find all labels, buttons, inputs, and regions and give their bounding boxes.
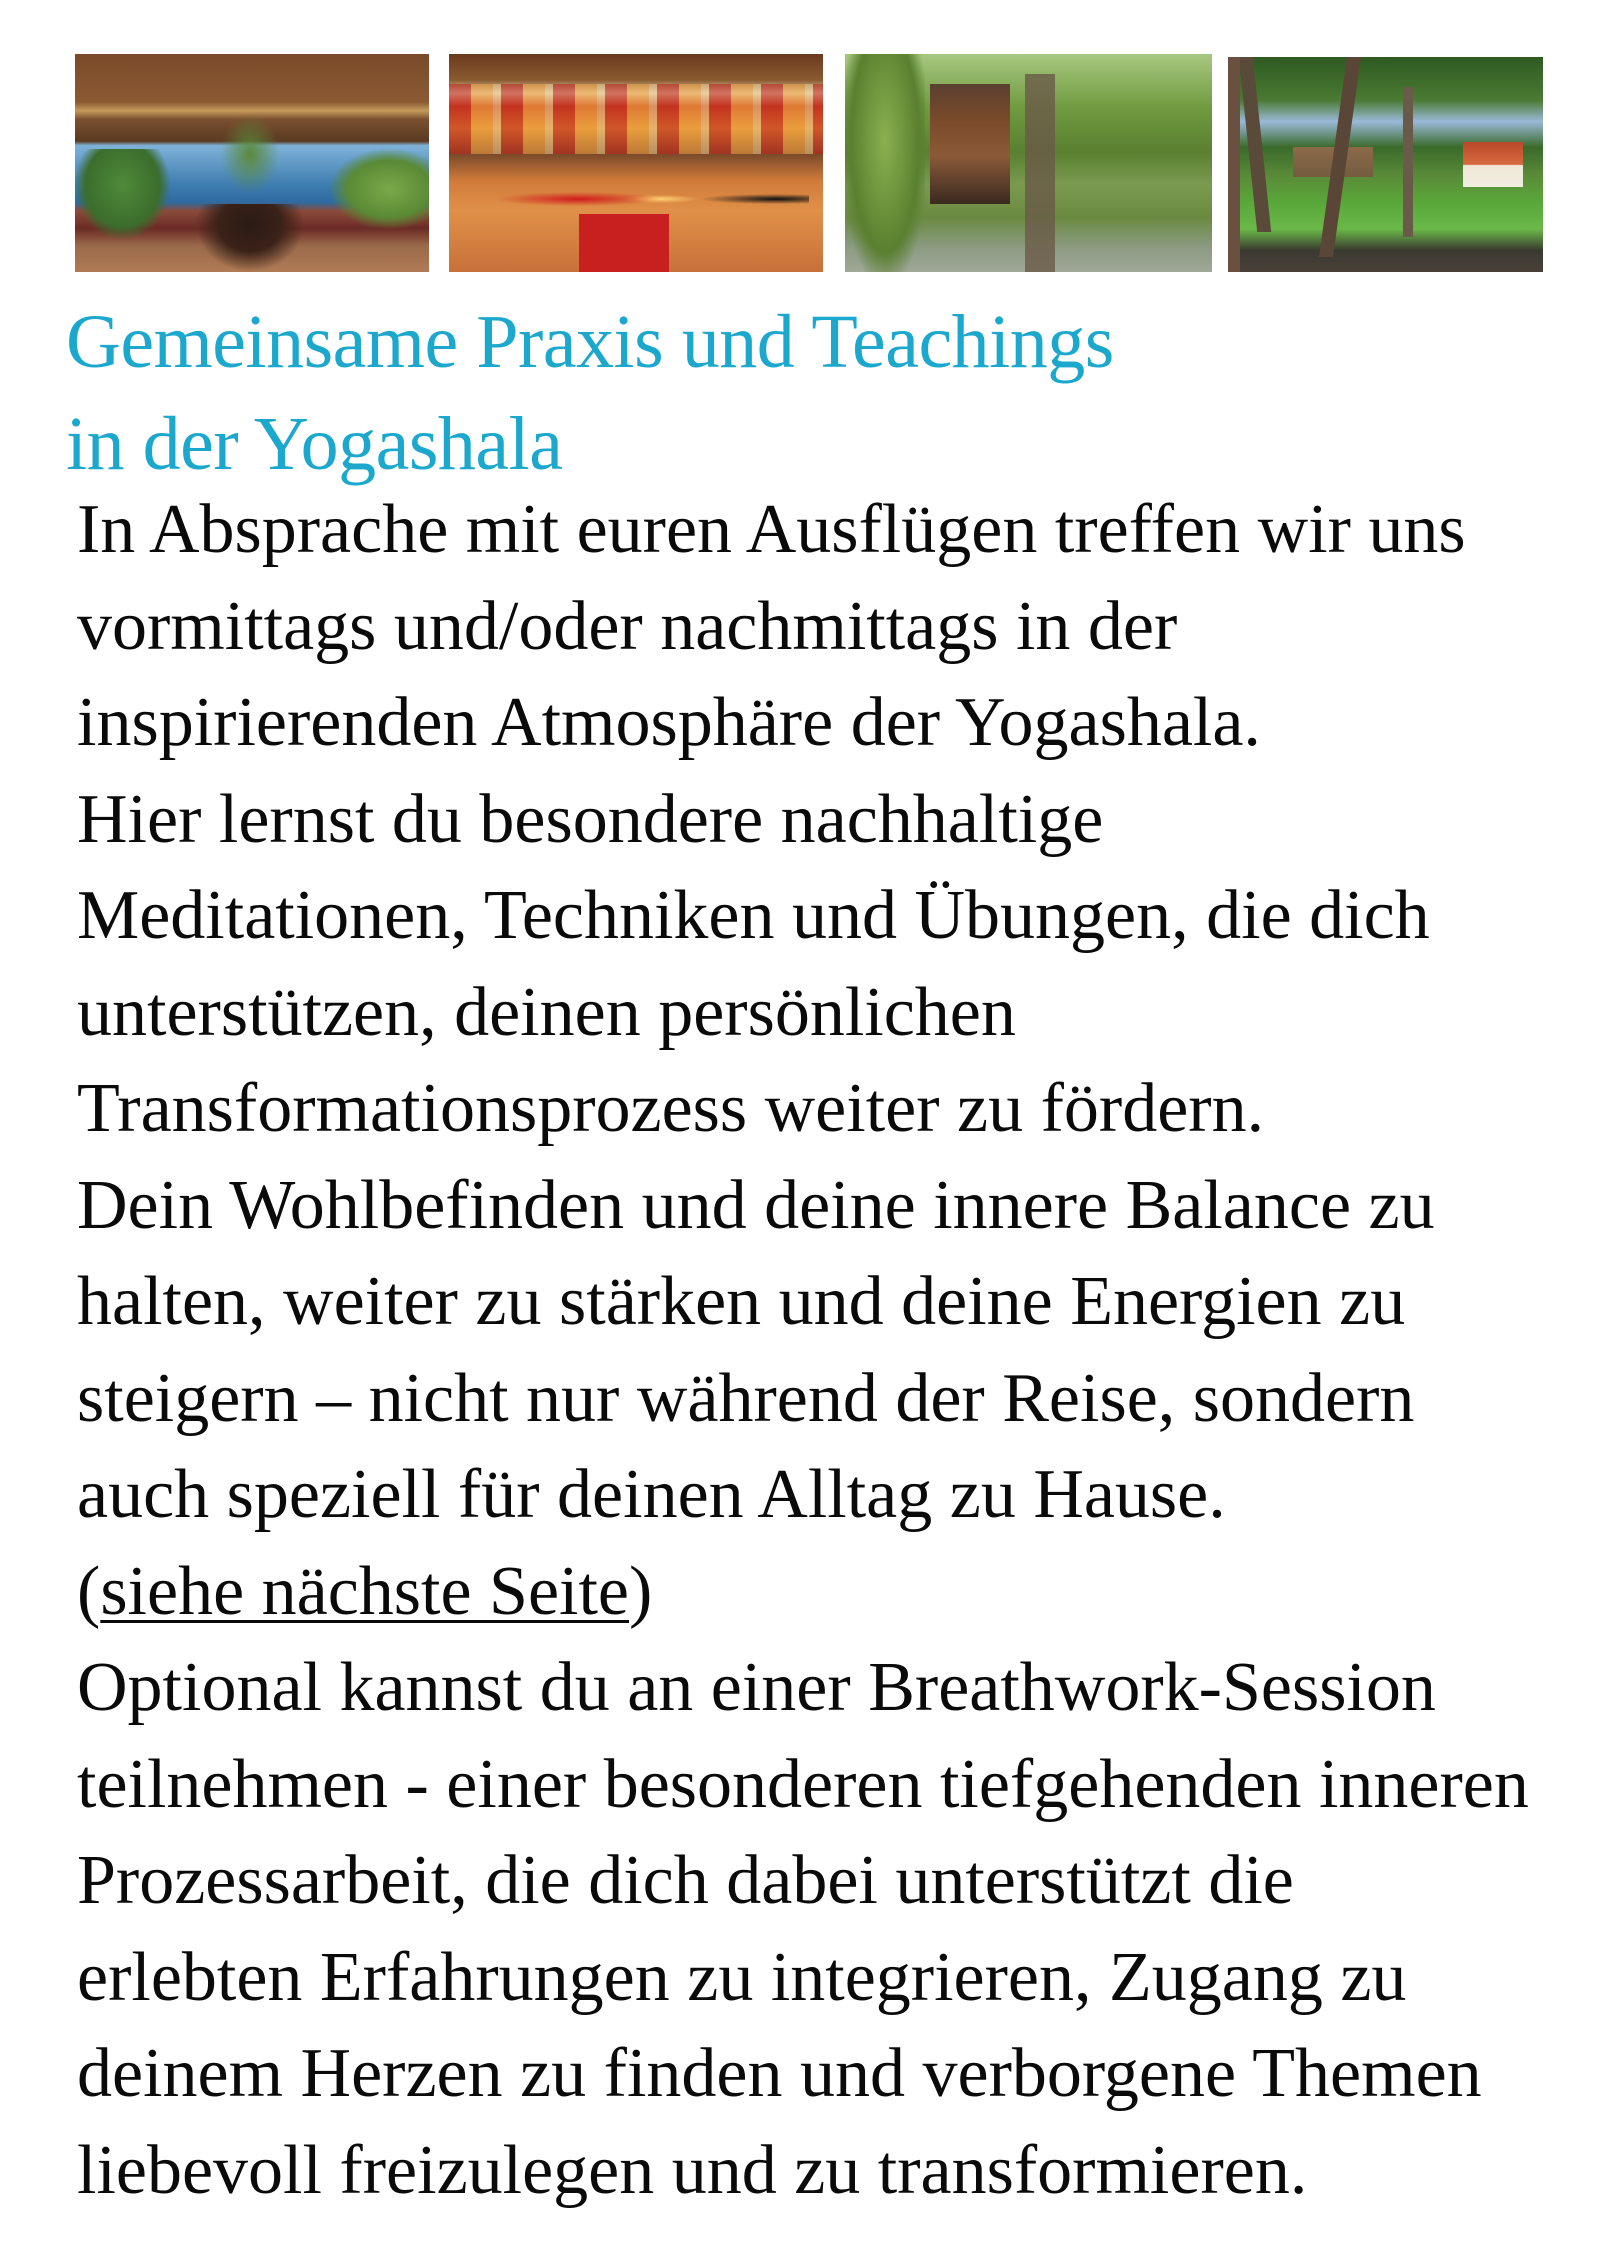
body-line: Meditationen, Techniken und Übungen, die dich: [77, 877, 1430, 954]
next-page-reference: [77, 1544, 1529, 1641]
photo-yoga-hall: [449, 54, 823, 272]
heading-line-2: in der Yogashala: [66, 402, 563, 486]
body-line: vormittags und/oder nachmittags in der: [77, 587, 1178, 665]
heading-line-1: Gemeinsame Praxis und Teachings: [66, 300, 1114, 384]
body-line: In Absprache mit euren Ausflügen treffen wir uns: [77, 491, 1466, 568]
body-line: steigern – nicht nur während der Reise, sondern: [77, 1359, 1415, 1437]
body-line: auch speziell für deinen Alltag zu Hause.: [77, 1456, 1226, 1533]
body-line: deinem Herzen zu finden und verborgene Themen: [77, 2035, 1482, 2112]
close-paren: ): [629, 1552, 653, 1630]
body-text: [77, 482, 1529, 2219]
body-line: teilnehmen - einer besonderen tiefgehenden inneren: [77, 1745, 1529, 1823]
body-line: Transformationsprozess weiter zu fördern.: [77, 1070, 1265, 1147]
body-line: unterstützen, deinen persönlichen: [77, 973, 1016, 1051]
body-line: Prozessarbeit, die dich dabei unterstützt die: [77, 1842, 1294, 1919]
body-line: liebevoll freizulegen und zu transformieren.: [77, 2131, 1308, 2209]
open-paren: (: [77, 1552, 101, 1630]
next-page-link[interactable]: siehe nächste Seite: [100, 1552, 630, 1630]
photo-palm-garden: [1228, 57, 1543, 272]
body-line: Hier lernst du besondere nachhaltige: [77, 780, 1104, 858]
photo-garden-bungalow: [845, 54, 1212, 272]
body-line: Dein Wohlbefinden und deine innere Balance zu: [77, 1166, 1435, 1244]
body-line: inspirierenden Atmosphäre der Yogashala.: [77, 684, 1261, 761]
body-line: halten, weiter zu stärken und deine Energien zu: [77, 1263, 1406, 1340]
page-heading: [66, 291, 1114, 495]
body-line: Optional kannst du an einer Breathwork-Session: [77, 1649, 1436, 1726]
body-line: erlebten Erfahrungen zu integrieren, Zugang zu: [77, 1938, 1407, 2016]
photo-terrace-sea-view: [75, 54, 429, 272]
